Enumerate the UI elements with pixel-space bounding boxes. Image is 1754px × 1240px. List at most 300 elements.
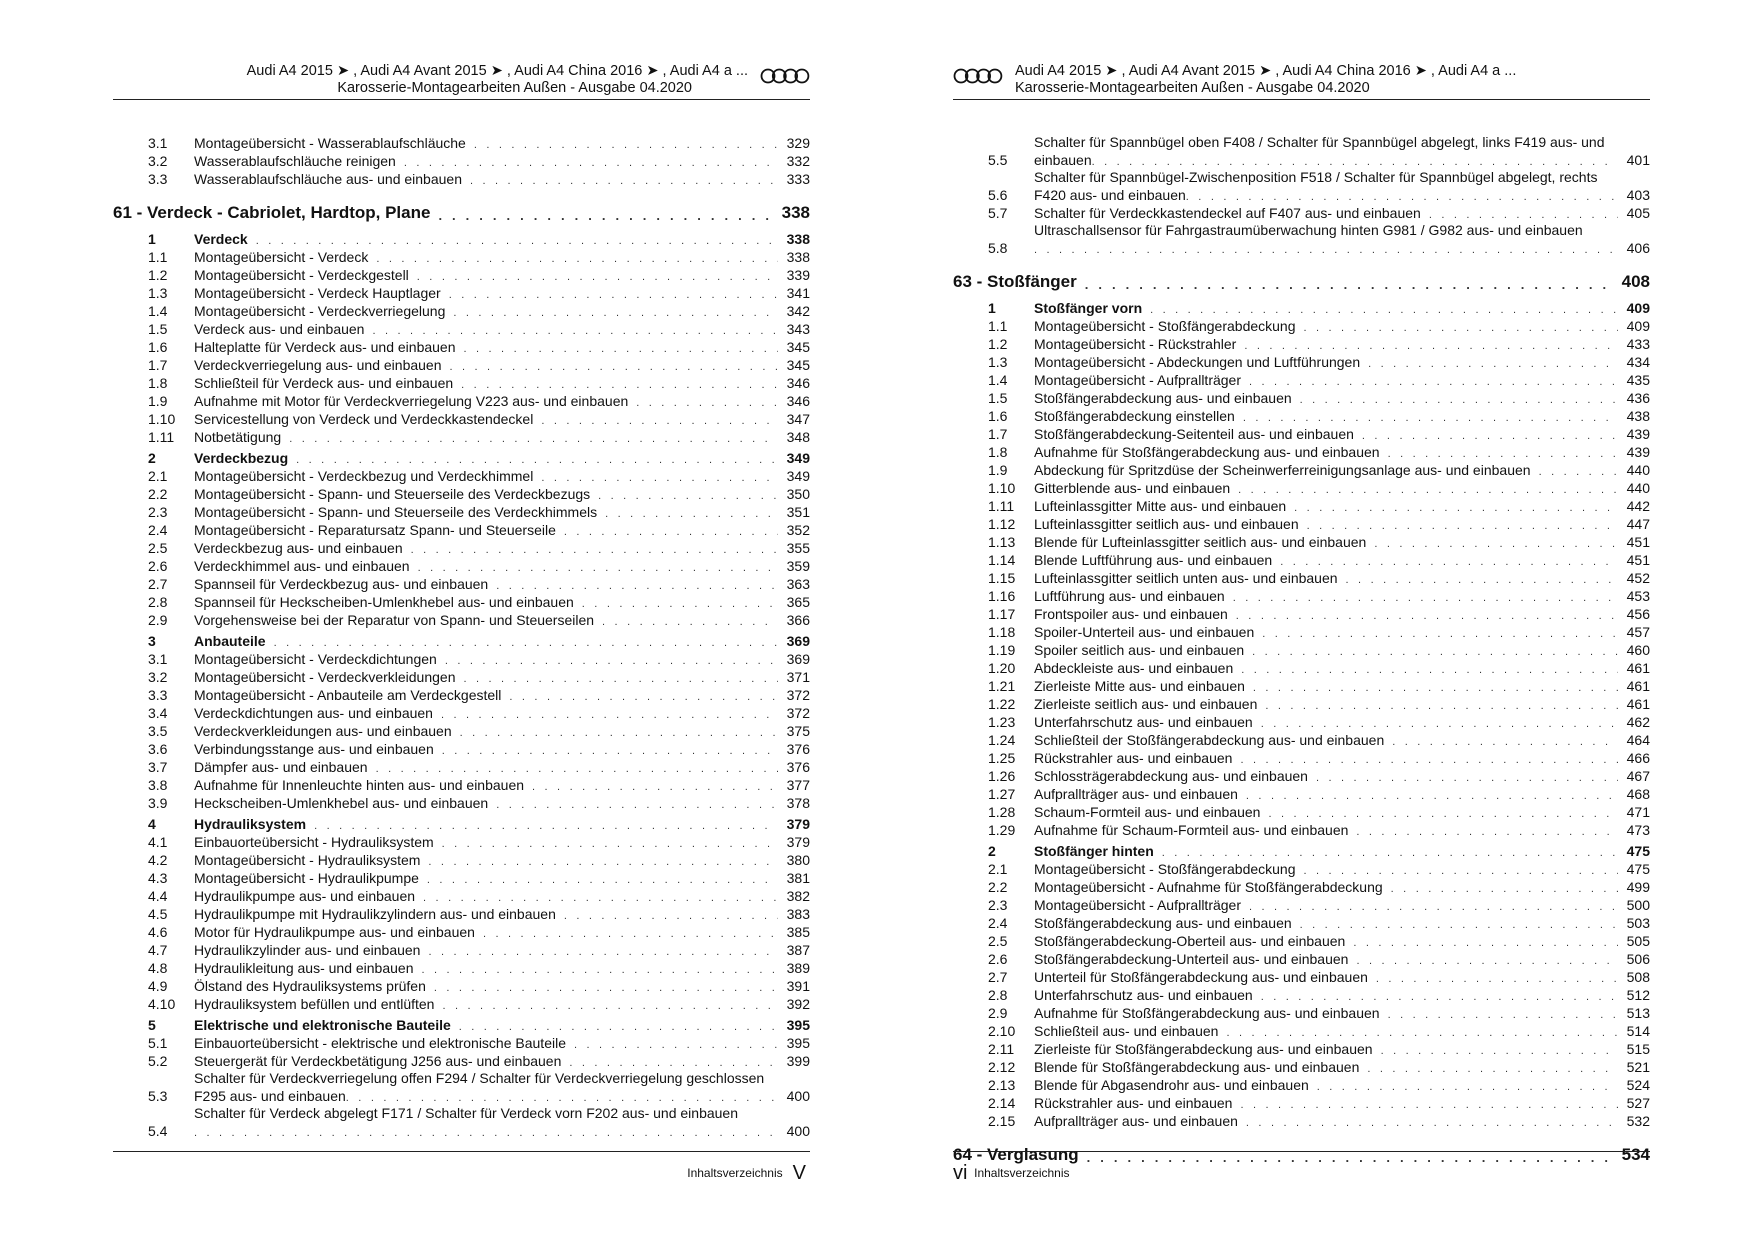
toc-entry-page: 451 bbox=[1626, 534, 1650, 550]
toc-entry-number: 2.8 bbox=[988, 987, 1008, 1003]
toc-entry-page: 499 bbox=[1626, 879, 1650, 895]
dot-leader bbox=[1300, 393, 1618, 407]
toc-entry[interactable] bbox=[953, 1058, 1650, 1076]
toc-entry[interactable] bbox=[113, 668, 810, 686]
toc-entry-page: 395 bbox=[786, 1035, 810, 1051]
header-text bbox=[1015, 63, 1516, 97]
dot-leader bbox=[427, 873, 778, 887]
toc-entry-title: Verbindungsstange aus- und einbauen bbox=[194, 741, 434, 757]
toc-entry[interactable] bbox=[113, 794, 810, 812]
toc-entry[interactable] bbox=[953, 641, 1650, 659]
toc-entry[interactable] bbox=[113, 302, 810, 320]
toc-entry-number: 1.7 bbox=[148, 357, 168, 373]
toc-entry[interactable] bbox=[953, 1040, 1650, 1058]
toc-section-entry[interactable] bbox=[113, 1016, 810, 1034]
toc-entry-title: Stoßfängerabdeckung-Seitenteil aus- und einbauen bbox=[1034, 426, 1354, 442]
toc-entry-title: Aufnahme für Stoßfängerabdeckung aus- und einbauen bbox=[1034, 1005, 1380, 1021]
toc-entry[interactable] bbox=[953, 968, 1650, 986]
toc-entry-title: Verdeckbezug aus- und einbauen bbox=[194, 540, 403, 556]
toc-entry-title: Ultraschallsensor für Fahrgastraumüberwachung hinten G981 / G982 aus- und einbauen bbox=[1034, 222, 1583, 238]
toc-entry[interactable] bbox=[953, 425, 1650, 443]
dot-leader bbox=[605, 507, 778, 521]
toc-chapter-entry[interactable] bbox=[113, 202, 810, 224]
toc-entry[interactable] bbox=[113, 611, 810, 629]
dot-leader bbox=[1262, 627, 1618, 641]
toc-entry[interactable] bbox=[953, 767, 1650, 785]
toc-entry[interactable] bbox=[113, 338, 810, 356]
toc-entry[interactable] bbox=[953, 695, 1650, 713]
toc-entry-page: 348 bbox=[786, 429, 810, 445]
toc-section-entry[interactable] bbox=[113, 815, 810, 833]
toc-entry-title: Schlossträgerabdeckung aus- und einbauen bbox=[1034, 768, 1308, 784]
toc-entry-number: 5.2 bbox=[148, 1053, 168, 1069]
toc-entry-title: Verdeckdichtungen aus- und einbauen bbox=[194, 705, 433, 721]
toc-entry-number: 1.29 bbox=[988, 822, 1016, 838]
dot-leader bbox=[453, 306, 778, 320]
toc-entry-page: 456 bbox=[1626, 606, 1650, 622]
dot-leader bbox=[1241, 663, 1618, 677]
toc-entry-page: 505 bbox=[1626, 933, 1650, 949]
toc-entry[interactable] bbox=[953, 914, 1650, 932]
dot-leader bbox=[1367, 1062, 1618, 1076]
toc-entry[interactable] bbox=[113, 266, 810, 284]
toc-entry[interactable] bbox=[113, 485, 810, 503]
toc-entry-page: 524 bbox=[1626, 1077, 1650, 1093]
toc-entry[interactable] bbox=[113, 152, 810, 170]
toc-entry-page: 329 bbox=[786, 135, 810, 151]
toc-entry-number: 1.8 bbox=[988, 444, 1008, 460]
toc-entry-number: 1.7 bbox=[988, 426, 1008, 442]
toc-entry-title: Steuergerät für Verdeckbetätigung J256 aus- und einbauen bbox=[194, 1053, 562, 1069]
toc-entry-title: Anbauteile bbox=[194, 633, 266, 649]
dot-leader bbox=[1233, 591, 1618, 605]
toc-section-entry[interactable] bbox=[113, 230, 810, 248]
toc-entry-page: 346 bbox=[786, 393, 810, 409]
footer-divider bbox=[113, 1151, 810, 1152]
toc-entry[interactable] bbox=[953, 677, 1650, 695]
toc-entry[interactable] bbox=[113, 503, 810, 521]
toc-entry-page: 438 bbox=[1626, 408, 1650, 424]
toc-entry[interactable] bbox=[113, 539, 810, 557]
toc-entry[interactable] bbox=[953, 821, 1650, 839]
dot-leader bbox=[1162, 846, 1618, 860]
toc-entry-page: 451 bbox=[1626, 552, 1650, 568]
toc-entry[interactable] bbox=[113, 1105, 810, 1140]
dot-leader bbox=[1300, 918, 1618, 932]
toc-entry-number: 2.9 bbox=[988, 1005, 1008, 1021]
dot-leader bbox=[434, 981, 778, 995]
dot-leader bbox=[256, 234, 778, 248]
toc-entry-number: 1.23 bbox=[988, 714, 1016, 730]
toc-entry-title: Montageübersicht - Verdeckbezug und Verdeckhimmel bbox=[194, 468, 534, 484]
toc-entry[interactable] bbox=[113, 959, 810, 977]
toc-entry[interactable] bbox=[953, 785, 1650, 803]
toc-entry[interactable] bbox=[113, 575, 810, 593]
toc-entry-page: 406 bbox=[1626, 240, 1650, 256]
toc-entry-title: Stoßfängerabdeckung aus- und einbauen bbox=[1034, 390, 1292, 406]
toc-entry[interactable] bbox=[113, 722, 810, 740]
toc-entry[interactable] bbox=[113, 905, 810, 923]
toc-entry-page: 460 bbox=[1626, 642, 1650, 658]
toc-entry-page: 461 bbox=[1626, 660, 1650, 676]
toc-entry[interactable] bbox=[113, 170, 810, 188]
toc-entry-page: 471 bbox=[1626, 804, 1650, 820]
toc-entry-title: Halteplatte für Verdeck aus- und einbauen bbox=[194, 339, 456, 355]
dot-leader bbox=[1376, 972, 1618, 986]
dot-leader bbox=[314, 819, 778, 833]
dot-leader bbox=[636, 396, 778, 410]
toc-section-entry[interactable] bbox=[953, 842, 1650, 860]
toc-entry-page: 338 bbox=[781, 203, 810, 222]
toc-entry-page: 400 bbox=[786, 1088, 810, 1104]
toc-entry-page: 391 bbox=[786, 978, 810, 994]
toc-entry-title: Verdeckverriegelung aus- und einbauen bbox=[194, 357, 442, 373]
toc-entry-page: 508 bbox=[1626, 969, 1650, 985]
toc-entry[interactable] bbox=[953, 371, 1650, 389]
toc-entry-title: Montageübersicht - Rückstrahler bbox=[1034, 336, 1237, 352]
toc-entry[interactable] bbox=[953, 479, 1650, 497]
toc-entry[interactable] bbox=[953, 950, 1650, 968]
dot-leader bbox=[274, 636, 778, 650]
toc-entry-page: 369 bbox=[786, 651, 810, 667]
dot-leader bbox=[1268, 807, 1618, 821]
toc-entry[interactable] bbox=[953, 335, 1650, 353]
toc-chapter-entry[interactable] bbox=[953, 271, 1650, 293]
toc-entry[interactable] bbox=[953, 497, 1650, 515]
toc-entry-title: Unterteil für Stoßfängerabdeckung aus- und einbauen bbox=[1034, 969, 1368, 985]
toc-entry-page: 359 bbox=[786, 558, 810, 574]
toc-section-entry[interactable] bbox=[953, 299, 1650, 317]
toc-entry-title: Abdeckung für Spritzdüse der Scheinwerferreinigungsanlage aus- und einbauen bbox=[1034, 462, 1531, 478]
toc-entry-title: Montageübersicht - Spann- und Steuerseile des Verdeckhimmels bbox=[194, 504, 598, 520]
toc-entry[interactable] bbox=[113, 1052, 810, 1070]
dot-leader bbox=[1539, 465, 1618, 479]
toc-entry-title: Blende für Stoßfängerabdeckung aus- und einbauen bbox=[1034, 1059, 1360, 1075]
toc-entry[interactable] bbox=[953, 1076, 1650, 1094]
dot-leader bbox=[483, 927, 778, 941]
toc-entry-page: 461 bbox=[1626, 678, 1650, 694]
toc-entry-number: 3.6 bbox=[148, 741, 168, 757]
toc-entry-number: 1.1 bbox=[148, 249, 168, 265]
dot-leader bbox=[1085, 277, 1616, 293]
toc-entry-page: 377 bbox=[786, 777, 810, 793]
toc-entry[interactable] bbox=[113, 410, 810, 428]
dot-leader bbox=[194, 1126, 778, 1140]
toc-entry[interactable] bbox=[953, 1022, 1650, 1040]
toc-entry[interactable] bbox=[113, 704, 810, 722]
dot-leader bbox=[442, 837, 778, 851]
toc-entry-number: 3.3 bbox=[148, 687, 168, 703]
toc-entry[interactable] bbox=[113, 134, 810, 152]
toc-entry-title: Ölstand des Hydrauliksystems prüfen bbox=[194, 978, 426, 994]
toc-entry-page: 365 bbox=[786, 594, 810, 610]
dot-leader bbox=[376, 252, 778, 266]
toc-entry-page: 452 bbox=[1626, 570, 1650, 586]
dot-leader bbox=[442, 999, 778, 1013]
toc-entry-page: 371 bbox=[786, 669, 810, 685]
toc-entry-title: Aufnahme für Stoßfängerabdeckung aus- und einbauen bbox=[1034, 444, 1380, 460]
toc-entry[interactable] bbox=[953, 623, 1650, 641]
toc-entry-page: 400 bbox=[786, 1123, 810, 1139]
toc-entry-title: Abdeckleiste aus- und einbauen bbox=[1034, 660, 1234, 676]
toc-entry-page: 349 bbox=[786, 450, 810, 466]
toc-entry[interactable] bbox=[113, 977, 810, 995]
toc-entry-number: 2.14 bbox=[988, 1095, 1016, 1111]
toc-entry[interactable] bbox=[113, 428, 810, 446]
toc-entry[interactable] bbox=[953, 169, 1650, 204]
toc-entry-page: 339 bbox=[786, 267, 810, 283]
toc-entry-number: 4.1 bbox=[148, 834, 168, 850]
dot-leader bbox=[1353, 936, 1618, 950]
toc-entry[interactable] bbox=[113, 593, 810, 611]
toc-entry-number: 1.6 bbox=[148, 339, 168, 355]
toc-entry-number: 3.4 bbox=[148, 705, 168, 721]
toc-entry[interactable] bbox=[113, 521, 810, 539]
toc-entry-page: 461 bbox=[1626, 696, 1650, 712]
toc-entry[interactable] bbox=[953, 803, 1650, 821]
toc-entry[interactable] bbox=[113, 557, 810, 575]
toc-entry[interactable] bbox=[113, 392, 810, 410]
toc-entry-page: 385 bbox=[786, 924, 810, 940]
toc-entry[interactable] bbox=[113, 887, 810, 905]
dot-leader bbox=[1249, 375, 1618, 389]
toc-entry[interactable] bbox=[953, 389, 1650, 407]
toc-entry-title: Blende Luftführung aus- und einbauen bbox=[1034, 552, 1273, 568]
toc-entry[interactable] bbox=[953, 713, 1650, 731]
toc-entry-page: 381 bbox=[786, 870, 810, 886]
toc-entry[interactable] bbox=[953, 587, 1650, 605]
toc-entry[interactable] bbox=[953, 569, 1650, 587]
dot-leader bbox=[541, 414, 778, 428]
toc-entry[interactable] bbox=[953, 731, 1650, 749]
toc-entry-title: Zierleiste für Stoßfängerabdeckung aus- und einbauen bbox=[1034, 1041, 1373, 1057]
toc-entry-title: Gitterblende aus- und einbauen bbox=[1034, 480, 1231, 496]
dot-leader bbox=[1092, 155, 1618, 169]
dot-leader bbox=[1246, 789, 1618, 803]
toc-entry-page: 534 bbox=[1621, 1145, 1650, 1164]
dot-leader bbox=[1034, 243, 1618, 257]
toc-entry-number: 1.6 bbox=[988, 408, 1008, 424]
dot-leader bbox=[1265, 699, 1618, 713]
toc-entry-number: 1.4 bbox=[988, 372, 1008, 388]
toc-entry-title: Montageübersicht - Wasserablaufschläuche bbox=[194, 135, 466, 151]
toc-entry-page: 408 bbox=[1621, 272, 1650, 291]
toc-entry[interactable] bbox=[953, 986, 1650, 1004]
toc-list bbox=[953, 134, 1650, 1172]
toc-entry-title: Luftführung aus- und einbauen bbox=[1034, 588, 1225, 604]
toc-entry[interactable] bbox=[113, 686, 810, 704]
toc-entry-title: Schalter für Verdeckkastendeckel auf F407 aus- und einbauen bbox=[1034, 205, 1421, 221]
toc-entry-number: 2.12 bbox=[988, 1059, 1016, 1075]
toc-entry[interactable] bbox=[953, 353, 1650, 371]
toc-entry-page: 532 bbox=[1626, 1113, 1650, 1129]
toc-entry-page: 433 bbox=[1626, 336, 1650, 352]
toc-entry-number: 1.13 bbox=[988, 534, 1016, 550]
toc-entry-number: 1.9 bbox=[988, 462, 1008, 478]
toc-entry-page: 355 bbox=[786, 540, 810, 556]
toc-entry[interactable] bbox=[113, 869, 810, 887]
toc-entry-number: 2.15 bbox=[988, 1113, 1016, 1129]
toc-entry-title: Montageübersicht - Abdeckungen und Luftführungen bbox=[1034, 354, 1361, 370]
toc-entry[interactable] bbox=[953, 134, 1650, 169]
dot-leader bbox=[376, 762, 778, 776]
dot-leader bbox=[1381, 1044, 1618, 1058]
toc-entry[interactable] bbox=[953, 878, 1650, 896]
toc-entry-title: Zierleiste Mitte aus- und einbauen bbox=[1034, 678, 1245, 694]
toc-entry-number: 1.10 bbox=[988, 480, 1016, 496]
toc-entry-number: 4.4 bbox=[148, 888, 168, 904]
toc-entry-title: Spoiler seitlich aus- und einbauen bbox=[1034, 642, 1245, 658]
toc-entry-number: 1.27 bbox=[988, 786, 1016, 802]
header-edition-line: Karosserie-Montagearbeiten Außen - Ausgabe 04.2020 bbox=[337, 80, 692, 96]
toc-entry[interactable] bbox=[113, 467, 810, 485]
toc-entry-title: Wasserablaufschläuche reinigen bbox=[194, 153, 396, 169]
toc-entry[interactable] bbox=[113, 320, 810, 338]
toc-entry[interactable] bbox=[113, 923, 810, 941]
toc-entry[interactable] bbox=[113, 776, 810, 794]
toc-entry-title: Aufnahme für Schaum-Formteil aus- und einbauen bbox=[1034, 822, 1349, 838]
toc-entry-page: 403 bbox=[1626, 187, 1650, 203]
toc-entry-title: Montageübersicht - Verdeckdichtungen bbox=[194, 651, 437, 667]
toc-entry-title: Hydrauliksystem bbox=[194, 816, 307, 832]
toc-entry-page: 378 bbox=[786, 795, 810, 811]
toc-entry-title: Lufteinlassgitter Mitte aus- und einbauen bbox=[1034, 498, 1287, 514]
toc-entry-title: Notbetätigung bbox=[194, 429, 282, 445]
toc-entry-page: 389 bbox=[786, 960, 810, 976]
toc-entry-number: 2.2 bbox=[148, 486, 168, 502]
dot-leader bbox=[1150, 303, 1618, 317]
toc-entry[interactable] bbox=[113, 356, 810, 374]
dot-leader bbox=[1294, 501, 1618, 515]
toc-section-entry[interactable] bbox=[113, 449, 810, 467]
dot-leader bbox=[574, 1038, 778, 1052]
toc-entry-title: Stoßfängerabdeckung-Oberteil aus- und einbauen bbox=[1034, 933, 1346, 949]
toc-section-entry[interactable] bbox=[113, 632, 810, 650]
toc-entry[interactable] bbox=[953, 1112, 1650, 1130]
toc-entry-title: Hydraulikleitung aus- und einbauen bbox=[194, 960, 414, 976]
toc-entry-number: 3.2 bbox=[148, 669, 168, 685]
toc-entry-page: 475 bbox=[1626, 861, 1650, 877]
toc-entry[interactable] bbox=[953, 932, 1650, 950]
toc-entry-number: 3.5 bbox=[148, 723, 168, 739]
audi-rings-logo bbox=[760, 67, 810, 85]
toc-entry-title: Montageübersicht - Verdeck Hauptlager bbox=[194, 285, 441, 301]
toc-entry-page: 369 bbox=[786, 633, 810, 649]
dot-leader bbox=[1240, 753, 1618, 767]
toc-entry-page: 409 bbox=[1626, 318, 1650, 334]
toc-entry-title: Montageübersicht - Hydraulikpumpe bbox=[194, 870, 419, 886]
toc-entry-title: Servicestellung von Verdeck und Verdeckkastendeckel bbox=[194, 411, 534, 427]
toc-entry-number: 2.2 bbox=[988, 879, 1008, 895]
toc-entry-number: 5.3 bbox=[148, 1088, 168, 1104]
dot-leader bbox=[1243, 411, 1618, 425]
toc-entry[interactable] bbox=[953, 533, 1650, 551]
toc-entry[interactable] bbox=[953, 551, 1650, 569]
toc-entry-number: 2.4 bbox=[148, 522, 168, 538]
toc-entry[interactable] bbox=[953, 317, 1650, 335]
toc-entry[interactable] bbox=[113, 995, 810, 1013]
toc-entry-page: 514 bbox=[1626, 1023, 1650, 1039]
toc-entry[interactable] bbox=[953, 1094, 1650, 1112]
toc-entry-number: 3.2 bbox=[148, 153, 168, 169]
toc-entry-page: 372 bbox=[786, 687, 810, 703]
toc-entry-page: 467 bbox=[1626, 768, 1650, 784]
dot-leader bbox=[598, 489, 778, 503]
toc-entry[interactable] bbox=[113, 758, 810, 776]
toc-entry-title: Rückstrahler aus- und einbauen bbox=[1034, 1095, 1233, 1111]
toc-entry-title: Montageübersicht - Aufprallträger bbox=[1034, 372, 1241, 388]
toc-entry-title: 64 - Verglasung bbox=[953, 1145, 1079, 1164]
toc-entry[interactable] bbox=[113, 1034, 810, 1052]
toc-entry-number: 2.7 bbox=[148, 576, 168, 592]
toc-entry[interactable] bbox=[953, 222, 1650, 257]
toc-entry[interactable] bbox=[953, 659, 1650, 677]
toc-entry[interactable] bbox=[953, 896, 1650, 914]
page-header bbox=[113, 63, 810, 103]
toc-entry[interactable] bbox=[953, 860, 1650, 878]
dot-leader bbox=[1253, 681, 1618, 695]
dot-leader bbox=[1226, 1026, 1618, 1040]
toc-entry[interactable] bbox=[113, 740, 810, 758]
dot-leader bbox=[296, 453, 778, 467]
toc-entry[interactable] bbox=[953, 407, 1650, 425]
toc-entry[interactable] bbox=[113, 650, 810, 668]
toc-entry[interactable] bbox=[953, 461, 1650, 479]
toc-entry[interactable] bbox=[113, 374, 810, 392]
toc-entry-page: 468 bbox=[1626, 786, 1650, 802]
toc-entry-title: Vorgehensweise bei der Reparatur von Spann- und Steuerseilen bbox=[194, 612, 595, 628]
toc-entry-number: 2.13 bbox=[988, 1077, 1016, 1093]
toc-entry[interactable] bbox=[113, 248, 810, 266]
toc-entry-number: 4.8 bbox=[148, 960, 168, 976]
toc-entry-title: Stoßfängerabdeckung aus- und einbauen bbox=[1034, 915, 1292, 931]
toc-entry[interactable] bbox=[953, 749, 1650, 767]
dot-leader bbox=[372, 324, 778, 338]
toc-entry[interactable] bbox=[113, 833, 810, 851]
dot-leader bbox=[460, 726, 778, 740]
dot-leader bbox=[474, 138, 778, 152]
toc-entry-title: Schalter für Verdeckverriegelung offen F294 / Schalter für Verdeckverriegelung geschlossen bbox=[194, 1070, 765, 1086]
toc-entry-number: 1.15 bbox=[988, 570, 1016, 586]
toc-entry[interactable] bbox=[113, 284, 810, 302]
right-page bbox=[953, 0, 1650, 1240]
toc-entry-title: Verdeck bbox=[194, 231, 248, 247]
toc-entry-page: 338 bbox=[786, 231, 810, 247]
dot-leader bbox=[428, 855, 778, 869]
dot-leader bbox=[1392, 735, 1618, 749]
dot-leader bbox=[421, 963, 778, 977]
toc-entry[interactable] bbox=[953, 204, 1650, 222]
toc-entry[interactable] bbox=[113, 941, 810, 959]
toc-entry-title: Schließteil der Stoßfängerabdeckung aus- und einbauen bbox=[1034, 732, 1385, 748]
toc-entry-number: 2.5 bbox=[148, 540, 168, 556]
toc-entry-page: 375 bbox=[786, 723, 810, 739]
toc-entry[interactable] bbox=[953, 1004, 1650, 1022]
toc-entry[interactable] bbox=[953, 515, 1650, 533]
toc-entry-page: 453 bbox=[1626, 588, 1650, 604]
toc-entry-number: 2.7 bbox=[988, 969, 1008, 985]
toc-entry-title: Verdeckverkleidungen aus- und einbauen bbox=[194, 723, 452, 739]
toc-entry[interactable] bbox=[113, 1070, 810, 1105]
toc-entry[interactable] bbox=[953, 605, 1650, 623]
toc-entry-page: 352 bbox=[786, 522, 810, 538]
toc-entry-page: 395 bbox=[786, 1017, 810, 1033]
dot-leader bbox=[569, 1056, 778, 1070]
toc-entry[interactable] bbox=[113, 851, 810, 869]
toc-entry[interactable] bbox=[953, 443, 1650, 461]
dot-leader bbox=[1252, 645, 1618, 659]
toc-entry-number: 1.18 bbox=[988, 624, 1016, 640]
